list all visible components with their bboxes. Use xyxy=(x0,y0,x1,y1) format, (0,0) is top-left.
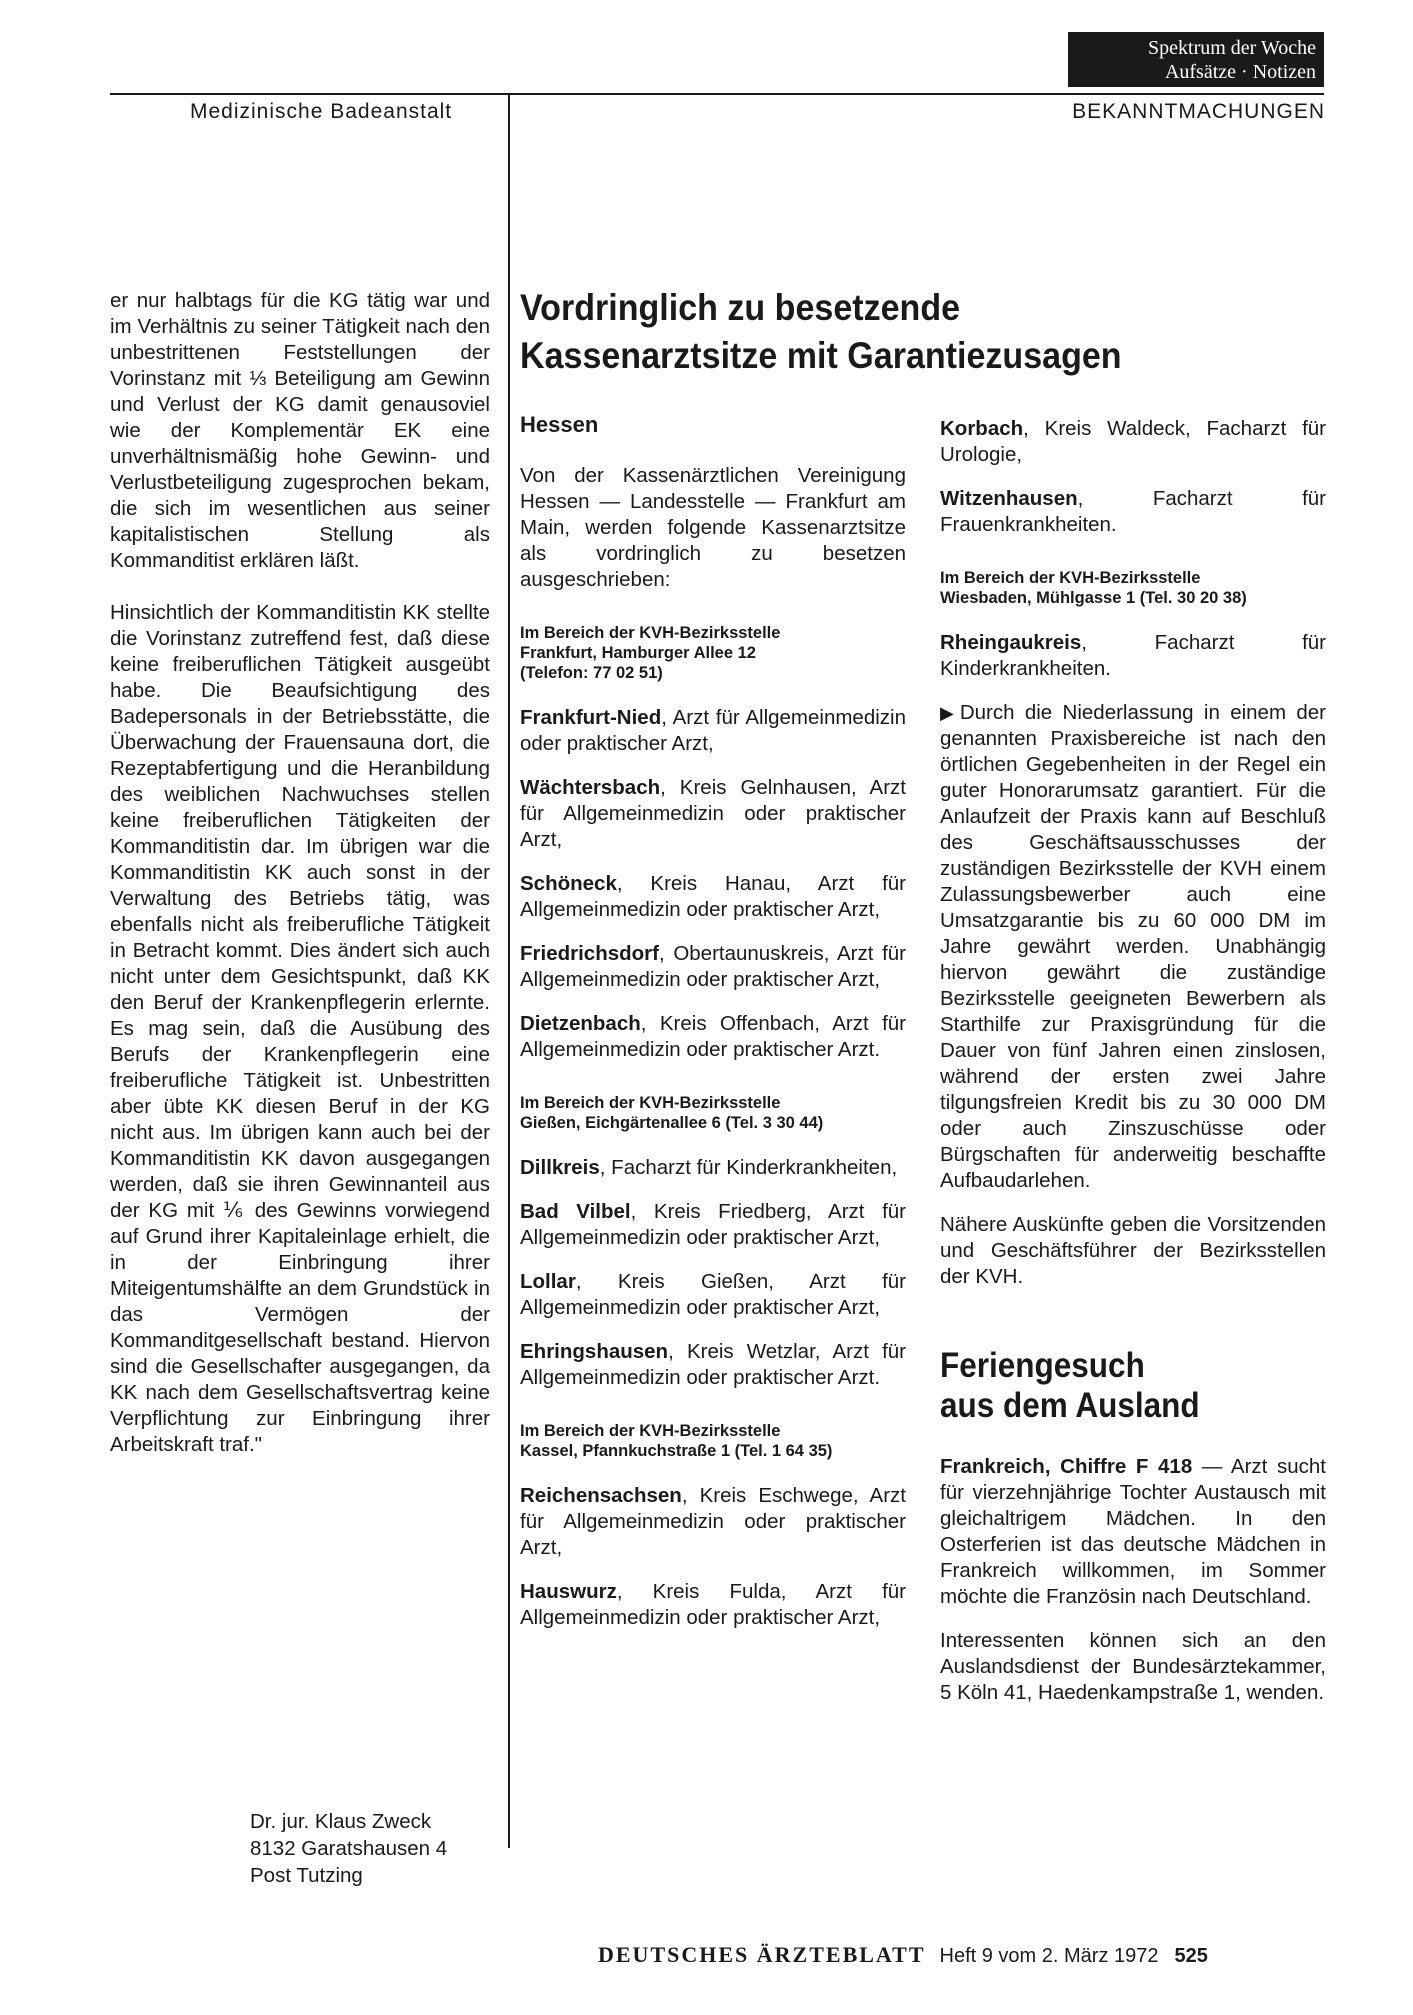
badge-line-2: Aufsätze · Notizen xyxy=(1164,61,1316,83)
listing-place: Ehringshausen xyxy=(520,1340,669,1363)
district-line: Im Bereich der KVH-Bezirksstelle xyxy=(940,569,1201,587)
listing-place: Frankfurt-Nied xyxy=(520,706,662,729)
listing-entry xyxy=(520,1579,906,1631)
article-title xyxy=(520,284,1256,380)
listing-text: , Obertaunuskreis, Arzt für Allgemeinmedizin oder praktischer Arzt, xyxy=(520,942,906,991)
listing-place: Wächtersbach xyxy=(520,776,661,799)
ferien-title-line-1: Feriengesuch xyxy=(940,1346,1145,1385)
author-signature xyxy=(250,1808,447,1889)
info-paragraph: Nähere Auskünfte geben die Vorsitzenden und Geschäftsführer der Bezirksstellen der KVH. xyxy=(940,1213,1326,1288)
middle-column xyxy=(520,463,906,1631)
listing-entry xyxy=(520,1269,906,1321)
region-heading: Hessen xyxy=(520,412,599,437)
listing-place: Lollar xyxy=(520,1270,576,1293)
right-column xyxy=(940,416,1326,1706)
badge-line-1: Spektrum der Woche xyxy=(1148,37,1316,59)
ferien-title-line-2: aus dem Ausland xyxy=(940,1386,1200,1425)
district-line: Wiesbaden, Mühlgasse 1 (Tel. 30 20 38) xyxy=(940,589,1247,607)
listing-entry xyxy=(520,941,906,993)
ferien-text: — Arzt sucht für vierzehnjährige Tochter Austausch mit gleichaltrigem Mädchen. In den Osterferien ist das deutsche Mädchen in Frankreich willkommen, im Sommer möchte die Französin nach Deutschland. xyxy=(940,1455,1327,1608)
listing-entry xyxy=(940,630,1326,682)
title-line-1: Vordringlich zu besetzende xyxy=(520,287,961,328)
page-footer xyxy=(598,1942,1208,1968)
listing-entry xyxy=(940,486,1326,538)
listing-entry xyxy=(520,775,906,853)
district-line: Im Bereich der KVH-Bezirksstelle xyxy=(520,1422,781,1440)
listing-place: Hauswurz xyxy=(520,1580,617,1603)
top-rule xyxy=(110,93,1324,95)
listing-text: , Kreis Fulda, Arzt für Allgemeinmedizin oder praktischer Arzt, xyxy=(520,1580,906,1629)
listing-text: , Kreis Offenbach, Arzt für Allgemeinmedizin oder praktischer Arzt. xyxy=(520,1012,906,1061)
listing-place: Witzenhausen xyxy=(940,487,1078,510)
listing-place: Rheingaukreis xyxy=(940,631,1082,654)
signature-post: Post Tutzing xyxy=(250,1864,363,1887)
guarantee-text: Durch die Niederlassung in einem der genannten Praxisbereiche ist nach den örtlichen Gegebenheiten in der Regel ein guter Honorarumsatz garantiert. Für die Anlaufzeit der Praxis kann auf Beschluß des Geschäftsausschusses der zuständigen Bezirksstelle der KVH einem Zulassungsbewerber auch eine Umsatzgarantie bis zu 60 000 DM im Jahre gewährt werden. Unabhängig hiervon gewährt die zuständige Bezirksstelle geeigneten Bewerbern als Starthilfe zur Praxisgründung für die Dauer von fünf Jahren einen zinslosen, während der ersten zwei Jahre tilgungsfreien Kredit bis zu 30 000 DM oder auch Zinszuschüsse oder Bürgschaften für anderweitig beschaffte Aufbaudarlehen. xyxy=(940,701,1326,1192)
listing-place: Friedrichsdorf xyxy=(520,942,659,965)
district-heading xyxy=(520,1421,906,1461)
listing-text: , Arzt für Allgemeinmedizin oder praktischer Arzt, xyxy=(520,706,906,755)
listing-entry xyxy=(940,416,1326,468)
listing-text: , Kreis Waldeck, Facharzt für Urologie, xyxy=(940,417,1326,466)
listing-entry xyxy=(520,705,906,757)
listing-place: Dillkreis xyxy=(520,1156,600,1179)
listing-entry xyxy=(520,871,906,923)
listing-entry xyxy=(520,1155,906,1181)
district-heading xyxy=(940,568,1326,608)
ferien-paragraph xyxy=(940,1454,1326,1610)
listing-entry xyxy=(520,1011,906,1063)
intro-paragraph: Von der Kassenärztlichen Vereinigung Hessen — Landesstelle — Frankfurt am Main, werden folgende Kassenarztsitze als vordringlich zu besetzen ausgeschrieben: xyxy=(520,464,906,591)
left-paragraph-2: Hinsichtlich der Kommanditistin KK stellte die Vorinstanz zutreffend fest, daß diese keine freiberuflichen Tätigkeit ausgeübt habe. Die Beaufsichtigung des Badepersonals in der Betriebsstätte, die Überwachung der Frauensauna dort, die Rezeptabfertigung und die Heranbildung des weiblichen Nachwuchses stellen keine freiberuflichen Tätigkeiten der Kommanditistin dar. Im übrigen war die Kommanditistin KK auch sonst in der Verwaltung des Betriebs tätig, was ebenfalls nicht als freiberufliche Tätigkeit in Betracht kommt. Dies ändert sich auch nicht unter dem Gesichtspunkt, daß KK den Beruf der Krankenpflegerin erlernte. Es mag sein, daß die Ausübung des Berufs der Krankenpflegerin eine freiberufliche Tätigkeit ist. Unbestritten aber übte KK diesen Beruf in der KG nicht aus. Im übrigen kann auch bei der Kommanditistin KK davon ausgegangen werden, daß sie ihren Gewinnanteil aus der KG mit ⅙ des Gewinns vorwiegend auf Grund ihrer Kapitaleinlage erhielt, die in der Einbringung ihrer Miteigentumshälfte an dem Grundstück in das Vermögen der Kommanditgesellschaft bestand. Hiervon sind die Gesellschafter ausgegangen, da KK nach dem Gesellschaftsvertrag keine Verpflichtung zur Einbringung ihrer Arbeitskraft traf." xyxy=(110,601,490,1456)
issue-info: Heft 9 vom 2. März 1972 xyxy=(939,1945,1159,1967)
district-line: Im Bereich der KVH-Bezirksstelle xyxy=(520,1094,781,1112)
listing-text: , Kreis Gießen, Arzt für Allgemeinmedizin oder praktischer Arzt, xyxy=(520,1270,906,1319)
signature-address: 8132 Garatshausen 4 xyxy=(250,1837,448,1860)
district-line: Frankfurt, Hamburger Allee 12 xyxy=(520,644,756,662)
left-paragraph-1: er nur halbtags für die KG tätig war und im Verhältnis zu seiner Tätigkeit nach den unbestrittenen Feststellungen der Vorinstanz mit ⅓ Beteiligung am Gewinn und Verlust der KG damit genausoviel wie der Komplementär EK eine unverhältnismäßig hohe Gewinn- und Verlustbeteiligung zugesprochen bekam, die sich im wesentlichen aus seiner kapitalistischen Stellung als Kommanditist erklären läßt. xyxy=(110,289,490,572)
listing-place: Bad Vilbel xyxy=(520,1200,631,1223)
listing-place: Schöneck xyxy=(520,872,617,895)
district-line: Gießen, Eichgärtenallee 6 (Tel. 3 30 44) xyxy=(520,1114,824,1132)
listing-entry xyxy=(520,1483,906,1561)
district-heading xyxy=(520,1093,906,1133)
listing-text: , Kreis Eschwege, Arzt für Allgemeinmedizin oder praktischer Arzt, xyxy=(520,1484,906,1559)
running-head-right: BEKANNTMACHUNGEN xyxy=(1072,100,1325,123)
listing-text: , Facharzt für Kinderkrankheiten, xyxy=(599,1156,898,1179)
listing-place: Korbach xyxy=(940,417,1024,440)
listing-place: Reichensachsen xyxy=(520,1484,682,1507)
guarantee-note xyxy=(940,700,1326,1194)
district-heading xyxy=(520,623,906,683)
ferien-title xyxy=(940,1346,1287,1426)
listing-text: , Facharzt für Kinderkrankheiten. xyxy=(940,631,1326,680)
ferien-contact: Interessenten können sich an den Auslandsdienst der Bundesärztekammer, 5 Köln 41, Haedenkampstraße 1, wenden. xyxy=(940,1629,1326,1704)
page-number: 525 xyxy=(1174,1945,1208,1967)
district-line: Im Bereich der KVH-Bezirksstelle xyxy=(520,624,781,642)
journal-name: DEUTSCHES ÄRZTEBLATT xyxy=(598,1942,926,1967)
listing-place: Dietzenbach xyxy=(520,1012,641,1035)
column-divider xyxy=(508,93,510,1848)
listing-text: , Kreis Wetzlar, Arzt für Allgemeinmedizin oder praktischer Arzt. xyxy=(520,1340,906,1389)
district-line: Kassel, Pfannkuchstraße 1 (Tel. 1 64 35) xyxy=(520,1442,833,1460)
left-column xyxy=(110,288,490,1458)
listing-text: , Facharzt für Frauenkrankheiten. xyxy=(940,487,1326,536)
triangle-bullet-icon: ▶ xyxy=(940,703,954,723)
listing-text: , Kreis Gelnhausen, Arzt für Allgemeinmedizin oder praktischer Arzt, xyxy=(520,776,906,851)
district-line: (Telefon: 77 02 51) xyxy=(520,664,663,682)
listing-text: , Kreis Hanau, Arzt für Allgemeinmedizin oder praktischer Arzt, xyxy=(520,872,906,921)
title-line-2: Kassenarztsitze mit Garantiezusagen xyxy=(520,335,1122,376)
listing-entry xyxy=(520,1339,906,1391)
listing-entry xyxy=(520,1199,906,1251)
section-badge xyxy=(1068,32,1324,87)
signature-name: Dr. jur. Klaus Zweck xyxy=(250,1810,432,1833)
running-head-left: Medizinische Badeanstalt xyxy=(190,100,453,123)
ferien-lead: Frankreich, Chiffre F 418 xyxy=(940,1455,1193,1478)
listing-text: , Kreis Friedberg, Arzt für Allgemeinmedizin oder praktischer Arzt, xyxy=(520,1200,906,1249)
